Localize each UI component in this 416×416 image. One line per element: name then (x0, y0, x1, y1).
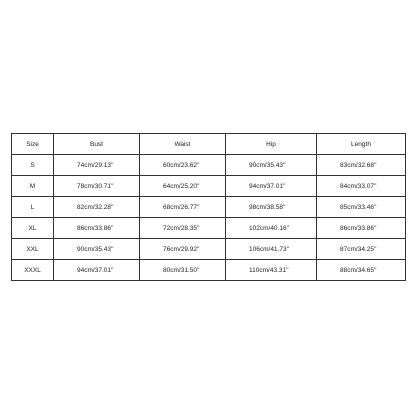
bust-cell: 82cm/32.28'' (54, 197, 140, 218)
table-row (12, 197, 406, 218)
hip-cell: 106cm/41.73'' (226, 239, 317, 260)
length-cell: 85cm/33.46'' (317, 197, 406, 218)
size-cell: S (12, 155, 54, 176)
waist-cell: 80cm/31.50'' (140, 260, 226, 281)
waist-cell: 64cm/25.20'' (140, 176, 226, 197)
length-cell: 86cm/33.86'' (317, 218, 406, 239)
size-cell: XL (12, 218, 54, 239)
size-cell: XXXL (12, 260, 54, 281)
waist-cell: 60cm/23.62'' (140, 155, 226, 176)
length-cell: 87cm/34.25'' (317, 239, 406, 260)
hip-cell: 110cm/43.31'' (226, 260, 317, 281)
bust-cell: 90cm/35.43'' (54, 239, 140, 260)
table-body (12, 155, 406, 281)
hip-cell: 102cm/40.16'' (226, 218, 317, 239)
size-cell: XXL (12, 239, 54, 260)
length-cell: 84cm/33.07'' (317, 176, 406, 197)
table-row (12, 218, 406, 239)
table-row (12, 155, 406, 176)
header-size: Size (12, 134, 54, 155)
hip-cell: 98cm/38.58'' (226, 197, 317, 218)
length-cell: 83cm/32.68'' (317, 155, 406, 176)
hip-cell: 90cm/35.43'' (226, 155, 317, 176)
bust-cell: 74cm/29.13'' (54, 155, 140, 176)
bust-cell: 78cm/30.71'' (54, 176, 140, 197)
table-header (12, 134, 406, 155)
header-row (12, 134, 406, 155)
table-row (12, 260, 406, 281)
header-bust: Bust (54, 134, 140, 155)
table-row (12, 239, 406, 260)
header-waist: Waist (140, 134, 226, 155)
bust-cell: 94cm/37.01'' (54, 260, 140, 281)
waist-cell: 76cm/29.92'' (140, 239, 226, 260)
bust-cell: 86cm/33.86'' (54, 218, 140, 239)
size-chart-table (11, 133, 406, 281)
waist-cell: 68cm/26.77'' (140, 197, 226, 218)
header-hip: Hip (226, 134, 317, 155)
hip-cell: 94cm/37.01'' (226, 176, 317, 197)
size-cell: M (12, 176, 54, 197)
table-row (12, 176, 406, 197)
waist-cell: 72cm/28.35'' (140, 218, 226, 239)
length-cell: 88cm/34.65'' (317, 260, 406, 281)
size-cell: L (12, 197, 54, 218)
header-length: Length (317, 134, 406, 155)
